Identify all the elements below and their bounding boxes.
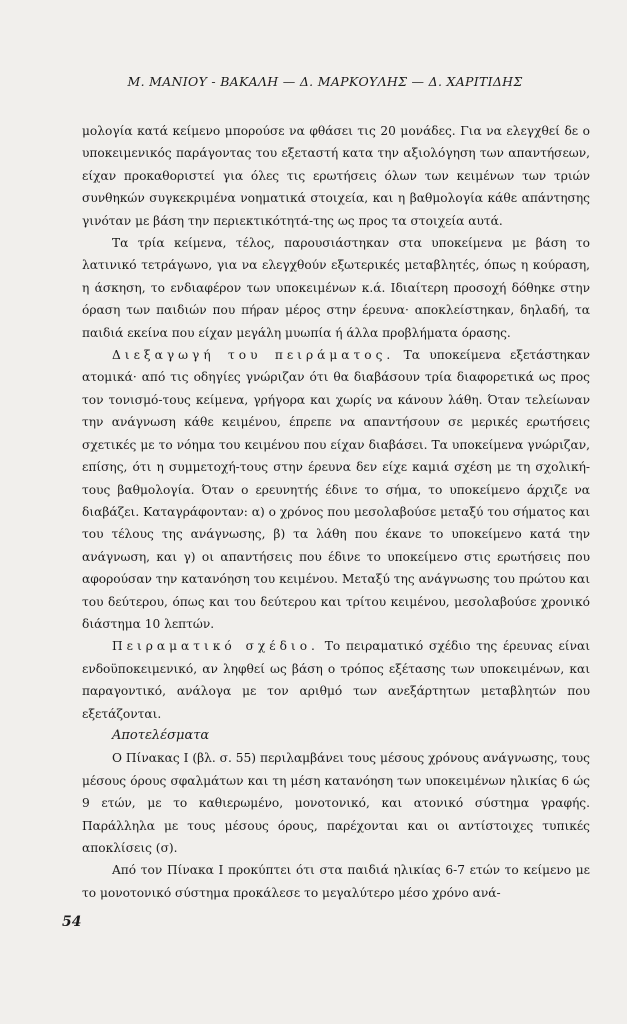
paragraph-4-text: Το πειραματικό σχέδιο της έρευνας είναι ενδοϋποκειμενικό, αν ληφθεί ως βάση ο τρόπος εξέτασης των υποκειμένων, και παραγοντικό, ανάλογα με τον αριθμό των ανεξάρτητων μεταβλητών που εξετάζονται. (82, 639, 590, 721)
body-text (82, 120, 590, 904)
paragraph-6: Από τον Πίνακα Ι προκύπτει ότι στα παιδιά ηλικίας 6-7 ετών το κείμενο με το μονοτονικό σύστημα προκάλεσε το μεγαλύτερο μέσο χρόνο ανά- (82, 863, 590, 900)
paragraph-4 (82, 635, 590, 725)
paragraph-1: μολογία κατά κείμενο μπορούσε να φθάσει τις 20 μονάδες. Για να ελεγχθεί δε ο υποκειμενικός παράγοντας του εξεταστή κατα την αξιολόγηση των απαντήσεων, είχαν προκαθοριστεί για όλες τις ερωτήσεις όλων των κειμένων των τριών συνθηκών συγκεκριμένα νοηματικά στοιχεία, και η βαθμολογία κάθε απάντησης γινόταν με βάση την περιεκτικότητά-της ως προς τα στοιχεία αυτά. (82, 124, 590, 228)
page-number: 54 (62, 914, 82, 930)
running-head: Μ. ΜΑΝΙΟΥ - ΒΑΚΑΛΗ — Δ. ΜΑΡΚΟΥΛΗΣ — Δ. ΧΑΡΙΤΙΔΗΣ (127, 74, 523, 89)
paragraph-3-text: Τα υποκείμενα εξετάστηκαν ατομικά· από τις οδηγίες γνώριζαν ότι θα διαβάσουν τρία διαφορετικά ως προς τον τονισμό-τους κείμενα, γρήγορα και χωρίς να κάνουν λάθη. Όταν τελείωναν την ανάγνωση κάθε κειμένου, έπρεπε να απαντήσουν σε μερικές ερωτήσεις σχετικές με το νόημα του κειμένου που είχαν διαβάσει. Τα υποκείμενα γνώριζαν, επίσης, ότι η συμμετοχή-τους στην έρευνα δεν είχε καμιά σχέση με τη σχολική-τους βαθμολογία. Όταν ο ερευνητής έδινε το σήμα, το υποκείμενο άρχιζε να διαβάζει. Καταγράφονταν: α) ο χρόνος που μεσολαβούσε μεταξύ του σήματος και του τέλους της ανάγνωσης, β) τα λάθη που έκανε το υποκείμενο κατά την ανάγνωση, και γ) οι απαντήσεις που έδινε το υποκείμενο στις ερωτήσεις που αφορούσαν την κατανόηση του κειμένου. Μεταξύ της ανάγνωσης του πρώτου και του δεύτερου, όπως και του δεύτερου και τρίτου κειμένου, μεσολαβούσε χρονικό διάστημα 10 λεπτών. (82, 348, 590, 631)
subheading-design: Πειραματικό σχέδιο. (112, 639, 319, 654)
paragraph-5: Ο Πίνακας Ι (βλ. σ. 55) περιλαμβάνει τους μέσους χρόνους ανάγνωσης, τους μέσους όρους σφαλμάτων και τη μέση κατανόηση των υποκειμένων ηλικίας 6 ώς 9 ετών, με το καθιερωμένο, μονοτονικό, και ατονικό σύστημα γραφής. Παράλληλα με τους μέσους όρους, παρέχονται και οι αντίστοιχες τυπικές αποκλίσεις (σ). (82, 751, 590, 855)
paragraph-2: Τα τρία κείμενα, τέλος, παρουσιάστηκαν στα υποκείμενα με βάση το λατινικό τετράγωνο, για να ελεγχθούν εξωτερικές μεταβλητές, όπως η κούραση, η άσκηση, το ενδιαφέρον των υποκειμένων κ.ά. Ιδιαίτερη προσοχή δόθηκε στην όραση των παιδιών που πήραν μέρος στην έρευνα· αποκλείστηκαν, δηλαδή, τα παιδιά εκείνα που είχαν μεγάλη μυωπία ή άλλα προβλήματα όρασης. (82, 236, 590, 340)
section-heading-results: Αποτελέσματα (112, 727, 210, 743)
subheading-procedure: Διεξαγωγή του πειράματος. (112, 348, 395, 363)
paragraph-3 (82, 344, 590, 635)
